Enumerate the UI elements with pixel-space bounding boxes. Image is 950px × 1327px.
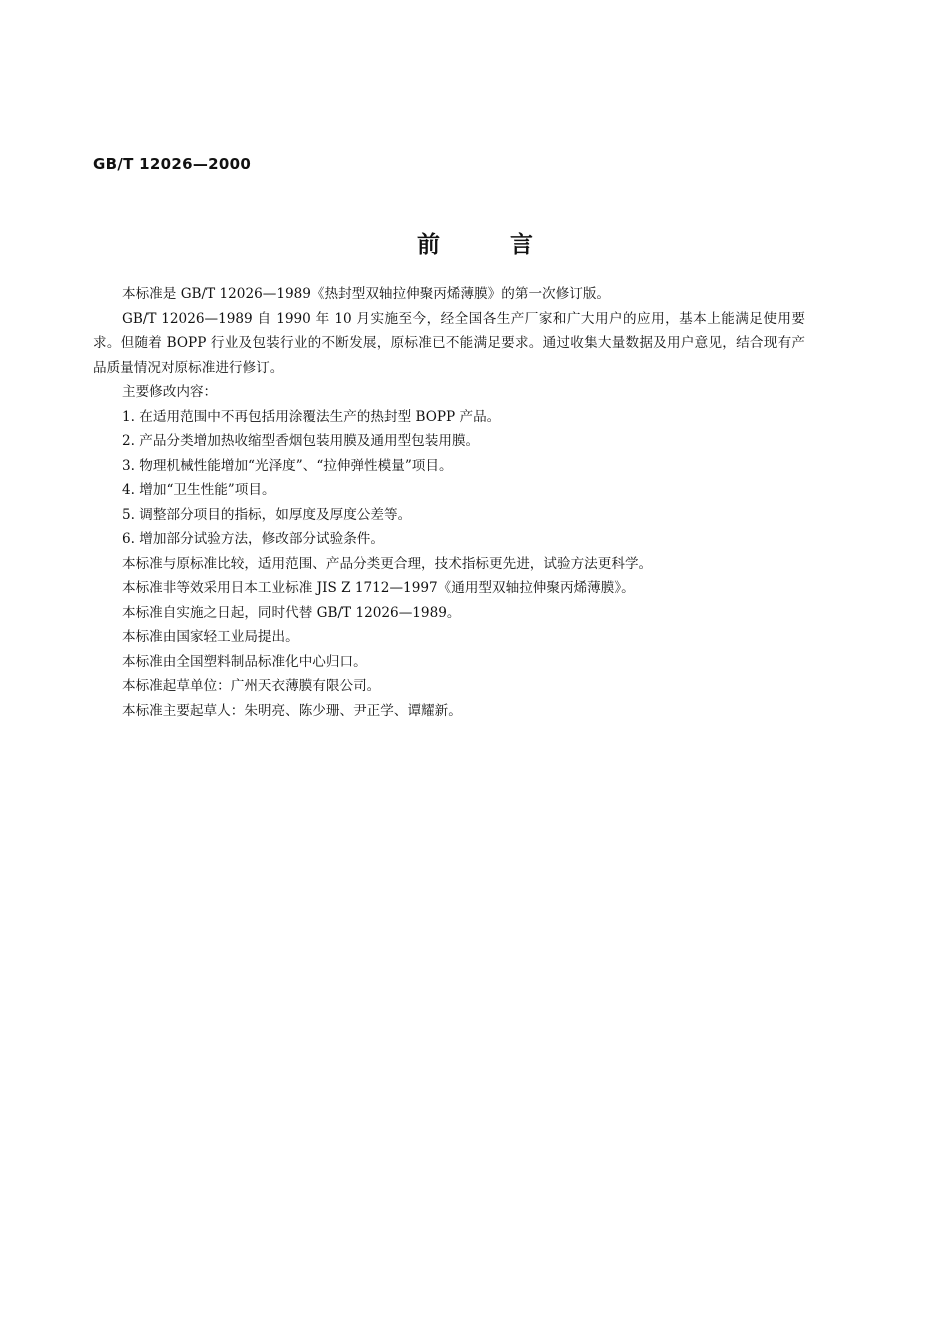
paragraph-replacement: 本标准自实施之日起，同时代替 GB/T 12026—1989。	[122, 604, 461, 621]
standard-code: GB/T 12026—2000	[93, 155, 252, 173]
paragraph-adoption: 本标准非等效采用日本工业标准 JIS Z 1712—1997《通用型双轴拉伸聚丙烯薄膜》。	[122, 580, 635, 596]
page-title: 前言	[417, 231, 603, 258]
list-item: 4. 增加“卫生性能”项目。	[122, 482, 276, 498]
paragraph-background: GB/T 12026—1989 自 1990 年 10 月实施至今，经全国各生产厂家和广大用户的应用，基本上能满足使用要求。但随着 BOPP 行业及包装行业的不断发展，原标准已不能满足要求。通过收集大量数据及用户意见，结合现有产品质量情况对原标准进行修订。	[93, 310, 805, 376]
changes-list	[93, 405, 805, 552]
paragraph-centralized: 本标准由全国塑料制品标准化中心归口。	[122, 653, 367, 670]
paragraph-changes-heading: 主要修改内容：	[122, 384, 218, 400]
list-item: 1. 在适用范围中不再包括用涂覆法生产的热封型 BOPP 产品。	[122, 408, 501, 425]
paragraph-drafting-unit: 本标准起草单位：广州天衣薄膜有限公司。	[122, 678, 381, 694]
paragraph-proposer: 本标准由国家轻工业局提出。	[122, 629, 299, 645]
foreword-body	[93, 282, 805, 723]
list-item: 5. 调整部分项目的指标，如厚度及厚度公差等。	[122, 506, 412, 523]
list-item: 6. 增加部分试验方法，修改部分试验条件。	[122, 531, 384, 547]
list-item: 2. 产品分类增加热收缩型香烟包装用膜及通用型包装用膜。	[122, 433, 480, 449]
paragraph-comparison: 本标准与原标准比较，适用范围、产品分类更合理，技术指标更先进，试验方法更科学。	[122, 555, 653, 572]
paragraph-drafters: 本标准主要起草人：朱明亮、陈少珊、尹正学、谭耀新。	[122, 702, 462, 719]
list-item: 3. 物理机械性能增加“光泽度”、“拉伸弹性模量”项目。	[122, 457, 453, 474]
paragraph-revision: 本标准是 GB/T 12026—1989《热封型双轴拉伸聚丙烯薄膜》的第一次修订版。	[122, 286, 611, 302]
